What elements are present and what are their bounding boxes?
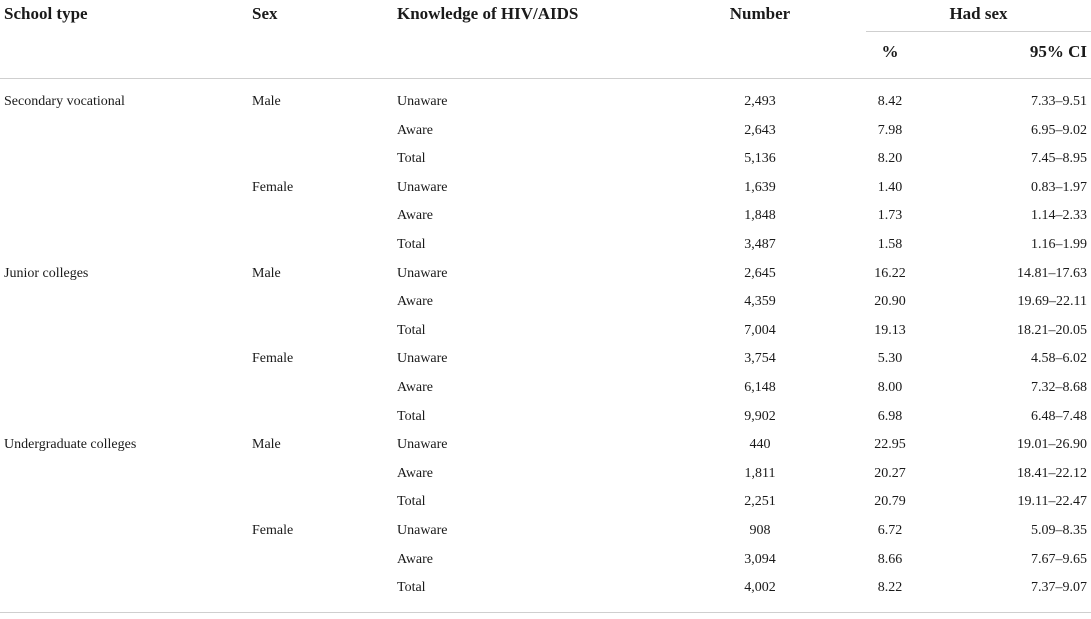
number-cell: 908 — [749, 523, 771, 538]
table-bottom-rule — [0, 612, 1091, 613]
number-cell: 1,811 — [744, 466, 776, 481]
ci-cell: 6.95–9.02 — [1031, 123, 1087, 138]
percent-cell: 19.13 — [874, 323, 906, 338]
percent-cell: 20.90 — [874, 294, 906, 309]
header-knowledge: Knowledge of HIV/AIDS — [397, 4, 579, 23]
percent-cell: 1.40 — [877, 180, 903, 195]
percent-cell: 20.79 — [874, 494, 906, 509]
ci-cell: 6.48–7.48 — [1031, 409, 1087, 424]
number-cell: 3,754 — [744, 351, 776, 366]
knowledge-cell: Total — [397, 151, 426, 166]
percent-cell: 6.98 — [877, 409, 903, 424]
percent-cell: 7.98 — [877, 123, 903, 138]
number-cell: 3,487 — [744, 237, 776, 252]
header-sex: Sex — [252, 4, 278, 23]
ci-cell: 18.41–22.12 — [1017, 466, 1087, 481]
header-number: Number — [729, 4, 791, 23]
knowledge-cell: Aware — [397, 208, 434, 223]
school-type-cell: Undergraduate colleges — [4, 437, 137, 452]
ci-cell: 1.14–2.33 — [1031, 208, 1087, 223]
knowledge-cell: Aware — [397, 380, 434, 395]
knowledge-cell: Unaware — [397, 180, 448, 195]
number-cell: 2,643 — [744, 123, 776, 138]
number-cell: 9,902 — [744, 409, 776, 424]
ci-cell: 4.58–6.02 — [1031, 351, 1087, 366]
sex-cell: Male — [252, 266, 281, 281]
ci-cell: 14.81–17.63 — [1017, 266, 1087, 281]
knowledge-cell: Unaware — [397, 351, 448, 366]
ci-cell: 5.09–8.35 — [1031, 523, 1087, 538]
percent-cell: 8.22 — [877, 580, 903, 595]
percent-cell: 20.27 — [874, 466, 906, 481]
number-cell: 5,136 — [744, 151, 776, 166]
ci-cell: 7.37–9.07 — [1031, 580, 1087, 595]
header-ci: 95% CI — [1029, 42, 1087, 61]
ci-cell: 18.21–20.05 — [1017, 323, 1087, 338]
number-cell: 7,004 — [744, 323, 776, 338]
knowledge-cell: Unaware — [397, 437, 448, 452]
ci-cell: 19.01–26.90 — [1017, 437, 1087, 452]
sex-cell: Female — [252, 351, 294, 366]
ci-cell: 7.32–8.68 — [1031, 380, 1087, 395]
percent-cell: 8.66 — [877, 552, 903, 567]
header-percent: % — [881, 42, 899, 61]
number-cell: 2,493 — [744, 94, 776, 109]
school-type-cell: Junior colleges — [4, 266, 89, 281]
number-cell: 2,645 — [744, 266, 776, 281]
sex-cell: Male — [252, 437, 281, 452]
percent-cell: 8.00 — [877, 380, 903, 395]
knowledge-cell: Total — [397, 323, 426, 338]
ci-cell: 19.69–22.11 — [1017, 294, 1087, 309]
percent-cell: 8.42 — [877, 94, 903, 109]
knowledge-cell: Unaware — [397, 523, 448, 538]
sex-cell: Male — [252, 94, 281, 109]
knowledge-cell: Unaware — [397, 94, 448, 109]
number-cell: 1,639 — [744, 180, 776, 195]
knowledge-cell: Total — [397, 494, 426, 509]
knowledge-cell: Unaware — [397, 266, 448, 281]
percent-cell: 5.30 — [877, 351, 903, 366]
percent-cell: 16.22 — [874, 266, 906, 281]
school-type-cell: Secondary vocational — [4, 94, 125, 109]
ci-cell: 19.11–22.47 — [1017, 494, 1087, 509]
percent-cell: 1.58 — [877, 237, 903, 252]
percent-cell: 22.95 — [874, 437, 906, 452]
header-school-type: School type — [4, 4, 88, 23]
sex-cell: Female — [252, 180, 294, 195]
number-cell: 3,094 — [744, 552, 776, 567]
knowledge-cell: Aware — [397, 466, 434, 481]
ci-cell: 7.45–8.95 — [1031, 151, 1087, 166]
ci-cell: 0.83–1.97 — [1031, 180, 1087, 195]
number-cell: 4,002 — [744, 580, 776, 595]
percent-cell: 8.20 — [877, 151, 903, 166]
knowledge-cell: Aware — [397, 294, 434, 309]
header-had-sex: Had sex — [949, 4, 1008, 23]
sex-cell: Female — [252, 523, 294, 538]
ci-cell: 1.16–1.99 — [1031, 237, 1087, 252]
percent-cell: 1.73 — [877, 208, 903, 223]
ci-cell: 7.33–9.51 — [1031, 94, 1087, 109]
knowledge-cell: Aware — [397, 123, 434, 138]
number-cell: 2,251 — [744, 494, 776, 509]
knowledge-cell: Total — [397, 237, 426, 252]
number-cell: 440 — [749, 437, 771, 452]
number-cell: 6,148 — [744, 380, 776, 395]
knowledge-cell: Total — [397, 580, 426, 595]
knowledge-cell: Aware — [397, 552, 434, 567]
number-cell: 1,848 — [744, 208, 776, 223]
number-cell: 4,359 — [744, 294, 776, 309]
percent-cell: 6.72 — [877, 523, 903, 538]
knowledge-cell: Total — [397, 409, 426, 424]
ci-cell: 7.67–9.65 — [1031, 552, 1087, 567]
